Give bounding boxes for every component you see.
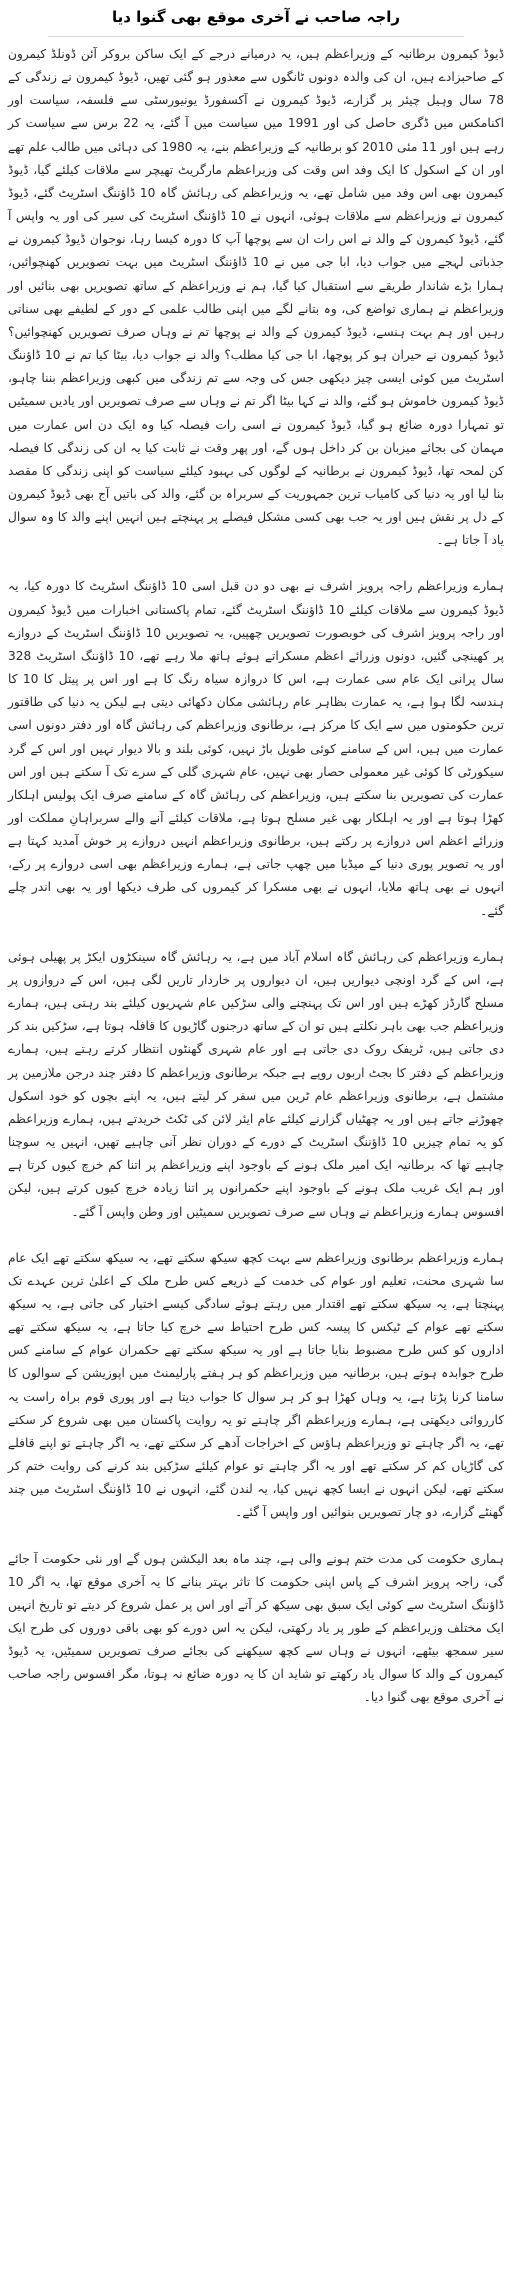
article-headline: راجہ صاحب نے آخری موقع بھی گنوا دیا — [111, 8, 401, 26]
article-paragraph-5: ہماری حکومت کی مدت ختم ہونے والی ہے، چند ماہ بعد الیکشن ہوں گے اور نئی حکومت آ جائے گی، راجہ پرویز اشرف کے پاس اپنی حکومت کا تاثر بہتر بنانے کا یہ آخری موقع تھا، یہ اگر 10 ڈاؤننگ اسٹریٹ سے کوئی ایک سبق بھی سیکھ کر آتے اور اس پر عمل شروع کر دیتے تو تاریخ انہیں ایک مختلف وزیراعظم کے طور پر یاد رکھتی، لیکن یہ اس دورے کو بھی باقی دوروں کی طرح ایک سیر سمجھ بیٹھے، انہوں نے وہاں سے کچھ سیکھنے کی بجائے صرف تصویریں سمیٹیں، یہ ڈیوڈ کیمرون کے والد کا سوال یاد رکھتے تو شاید ان کا یہ دورہ ضائع نہ ہوتا، مگر افسوس راجہ صاحب نے آخری موقع بھی گنوا دیا۔ — [8, 1551, 504, 1705]
article-paragraph-2: ہمارے وزیراعظم راجہ پرویز اشرف نے بھی دو دن قبل اسی 10 ڈاؤننگ اسٹریٹ کا دورہ کیا، یہ ڈیوڈ کیمرون سے ملاقات کیلئے 10 ڈاؤننگ اسٹریٹ گئے، تمام پاکستانی اخبارات میں ڈیوڈ کیمرون اور راجہ پرویز اشرف کی خوبصورت تصویریں چھپیں، یہ تصویریں 10 ڈاؤننگ اسٹریٹ کے دروازے پر کھینچی گئیں، دونوں وزرائے اعظم مسکراتے ہوئے ہاتھ ملا رہے تھے، 10 ڈاؤننگ اسٹریٹ 328 سال پرانی ایک عام سی عمارت ہے، اس کا دروازہ سیاہ رنگ کا ہے اور اس پر پیتل کا 10 کا ہندسہ لگا ہوا ہے، یہ عمارت بظاہر عام رہائشی مکان دکھائی دیتی ہے لیکن یہ دنیا کی طاقتور ترین حکومتوں میں سے ایک کا مرکز ہے، برطانوی وزیراعظم کی رہائش گاہ اور دفتر دونوں اسی عمارت میں ہیں، اس کے سامنے کوئی طویل باڑ نہیں، کوئی بلند و بالا دیوار نہیں اور اس کے گرد سیکورٹی کا کوئی غیر معمولی حصار بھی نہیں، عام شہری گلی کے سرے تک آ سکتے ہیں اور اس عمارت کی تصویریں بنا سکتے ہیں، وزیراعظم کی رہائش گاہ کے سامنے صرف ایک پولیس اہلکار کھڑا ہوتا ہے اور یہ اہلکار بھی غیر مسلح ہوتا ہے، ملاقات کیلئے آنے والے سربراہانِ مملکت اور وزرائے اعظم اس دروازے پر رکتے ہیں، برطانوی وزیراعظم انہیں دروازے پر خوش آمدید کہتا ہے اور یہ تصویر پوری دنیا کے میڈیا میں چھپ جاتی ہے، ہمارے وزیراعظم بھی اسی دروازے پر رکے، انہوں نے بھی ہاتھ ملایا، انہوں نے بھی مسکرا کر کیمروں کی طرف دیکھا اور یہ بھی اندر چلے گئے۔ — [8, 579, 505, 918]
article-paragraph-3: ہمارے وزیراعظم کی رہائش گاہ اسلام آباد میں ہے، یہ رہائش گاہ سینکڑوں ایکڑ پر پھیلی ہوئی ہے، اس کے گرد اونچی دیواریں ہیں، ان دیواروں پر خاردار تاریں لگی ہیں، اس کے دروازوں پر مسلح گارڈز کھڑے ہیں اور اس تک پہنچنے والی سڑکیں عام شہریوں کیلئے بند رہتی ہیں، ہمارے وزیراعظم جب بھی باہر نکلتے ہیں تو ان کے ساتھ درجنوں گاڑیوں کا قافلہ ہوتا ہے، سڑکیں بند کر دی جاتی ہیں، ٹریفک روک دی جاتی ہے اور عام شہری گھنٹوں انتظار کرتے رہتے ہیں، ہمارے وزیراعظم کے دفتر کا بجٹ اربوں روپے ہے جبکہ برطانوی وزیراعظم کا دفتر چند درجن ملازمین پر مشتمل ہے، برطانوی وزیراعظم عام ٹرین میں سفر کر لیتے ہیں، یہ اپنے بچوں کو خود اسکول چھوڑنے جاتے ہیں اور یہ چھٹیاں گزارنے کیلئے عام ایئر لائن کی ٹکٹ خریدتے ہیں، ہمارے وزیراعظم کو یہ تمام چیزیں 10 ڈاؤننگ اسٹریٹ کے دورے کے دوران نظر آنی چاہیے تھیں، انہیں یہ سوچنا چاہیے تھا کہ برطانیہ ایک امیر ملک ہونے کے باوجود اپنے وزیراعظم پر اتنا کم خرچ کیوں کرتا ہے اور ہم ایک غریب ملک ہونے کے باوجود اپنے حکمرانوں پر اتنا زیادہ خرچ کیوں کرتے ہیں، لیکن افسوس ہمارے وزیراعظم نے وہاں سے صرف تصویریں سمیٹیں اور وطن واپس آ گئے۔ — [8, 949, 505, 1219]
article-paragraph-4: ہمارے وزیراعظم برطانوی وزیراعظم سے بہت کچھ سیکھ سکتے تھے، یہ سیکھ سکتے تھے ایک عام سا شہری محنت، تعلیم اور عوام کی خدمت کے ذریعے کس طرح ملک کے اعلیٰ ترین عہدے تک پہنچتا ہے، یہ سیکھ سکتے تھے اقتدار میں رہتے ہوئے سادگی کیسے اختیار کی جاتی ہے، یہ سیکھ سکتے تھے عوام کے ٹیکس کا پیسہ کس طرح احتیاط سے خرچ کیا جاتا ہے، یہ سیکھ سکتے تھے اداروں کو کس طرح مضبوط بنایا جاتا ہے اور یہ سیکھ سکتے تھے حکمران عوام کے سامنے کس طرح جوابدہ ہوتے ہیں، برطانیہ میں وزیراعظم کو ہر ہفتے پارلیمنٹ میں اپوزیشن کے سوالوں کا سامنا کرنا پڑتا ہے، یہ وہاں کھڑا ہو کر ہر سوال کا جواب دیتا ہے اور پوری قوم براہ راست یہ کارروائی دیکھتی ہے، ہمارے وزیراعظم اگر چاہتے تو یہ روایت پاکستان میں بھی شروع کر سکتے تھے، یہ اگر چاہتے تو وزیراعظم ہاؤس کے اخراجات آدھے کر سکتے تھے، یہ اگر چاہتے تو اپنے قافلے کی گاڑیاں کم کر سکتے تھے اور یہ اگر چاہتے تو عوام کیلئے سڑکیں بند کرنے کی روایت ختم کر سکتے تھے، لیکن انہوں نے ایسا کچھ نہیں کیا، یہ لندن گئے، انہوں نے 10 ڈاؤننگ اسٹریٹ میں چند گھنٹے گزارے، دو چار تصویریں بنوائیں اور واپس آ گئے۔ — [8, 1250, 505, 1520]
article-body — [8, 43, 504, 1710]
headline-divider — [48, 36, 464, 37]
article-paragraph-1: ڈیوڈ کیمرون برطانیہ کے وزیراعظم ہیں، یہ درمیانے درجے کے ایک ساکن بروکر آئن ڈونلڈ کیمرون کے صاحبزادے ہیں، ان کی والدہ دونوں ٹانگوں سے معذور ہو گئی تھیں، ڈیوڈ کیمرون نے زندگی کے 78 سال وہیل چیئر پر گزارے، ڈیوڈ کیمرون نے آکسفورڈ یونیورسٹی سے فلسفہ، سیاست اور اکنامکس میں ڈگری حاصل کی اور 1991 میں سیاست میں آ گئے، یہ 22 برس سے سیاست کر رہے ہیں اور 11 مئی 2010 کو برطانیہ کے وزیراعظم بنے، یہ 1980 کی دہائی میں طالب علم تھے اور ان کے اسکول کا ایک وفد اس وقت کی وزیراعظم مارگریٹ تھیچر سے ملاقات کیلئے گیا، ڈیوڈ کیمرون بھی اس وفد میں شامل تھے، یہ وزیراعظم کی رہائش گاہ 10 ڈاؤننگ اسٹریٹ گئے، ڈیوڈ کیمرون نے وزیراعظم سے ملاقات ہوئی، انہوں نے 10 ڈاؤننگ اسٹریٹ کی سیر کی اور یہ واپس آ گئے، ڈیوڈ کیمرون کے والد نے اس رات ان سے پوچھا آپ کا دورہ کیسا رہا، نوجوان ڈیوڈ کیمرون نے جذباتی لہجے میں جواب دیا، ابا جی میں نے 10 ڈاؤننگ اسٹریٹ میں بہت تصویریں کھنچوائیں، ہمارا بڑے شاندار طریقے سے استقبال کیا گیا، ہم نے وزیراعظم کے ساتھ تصویریں بھی بنائیں اور وزیراعظم نے ہماری تواضع کی، وہ بتانے لگے میں اپنی طالب علمی کے دور کے لطیفے بھی سناتی رہیں اور ہم بہت ہنسے، ڈیوڈ کیمرون کے والد نے پوچھا تم نے وہاں صرف تصویریں کھنچوائیں؟ ڈیوڈ کیمرون نے حیران ہو کر پوچھا، ابا جی کیا مطلب؟ والد نے جواب دیا، بیٹا کیا تم نے 10 ڈاؤننگ اسٹریٹ میں کوئی ایسی چیز دیکھی جس کی وجہ سے تم زندگی میں کبھی وزیراعظم بننا چاہو، ڈیوڈ کیمرون خاموش ہو گئے، والد نے کہا بیٹا اگر تم نے وہاں سے صرف تصویریں اور یادیں سمیٹیں تو تمہارا دورہ ضائع ہو گیا، ڈیوڈ کیمرون نے اسی رات فیصلہ کیا وہ ایک دن اس عمارت میں مہمان کی بجائے میزبان بن کر داخل ہوں گے، اور پھر وقت نے ثابت کیا یہ ان کی زندگی کا فیصلہ کن لمحہ تھا، ڈیوڈ کیمرون نے برطانیہ کے لوگوں کی بہبود کیلئے سیاست کو اپنی زندگی کا مقصد بنا لیا اور یہ دنیا کی کامیاب ترین جمہوریت کے سربراہ بن گئے، والد کی باتیں آج بھی ڈیوڈ کیمرون کے دل پر نقش ہیں اور یہ جب بھی کسی مشکل فیصلے پر پہنچتے ہیں انہیں اپنے والد کا وہ سوال یاد آ جاتا ہے۔ — [8, 47, 505, 548]
